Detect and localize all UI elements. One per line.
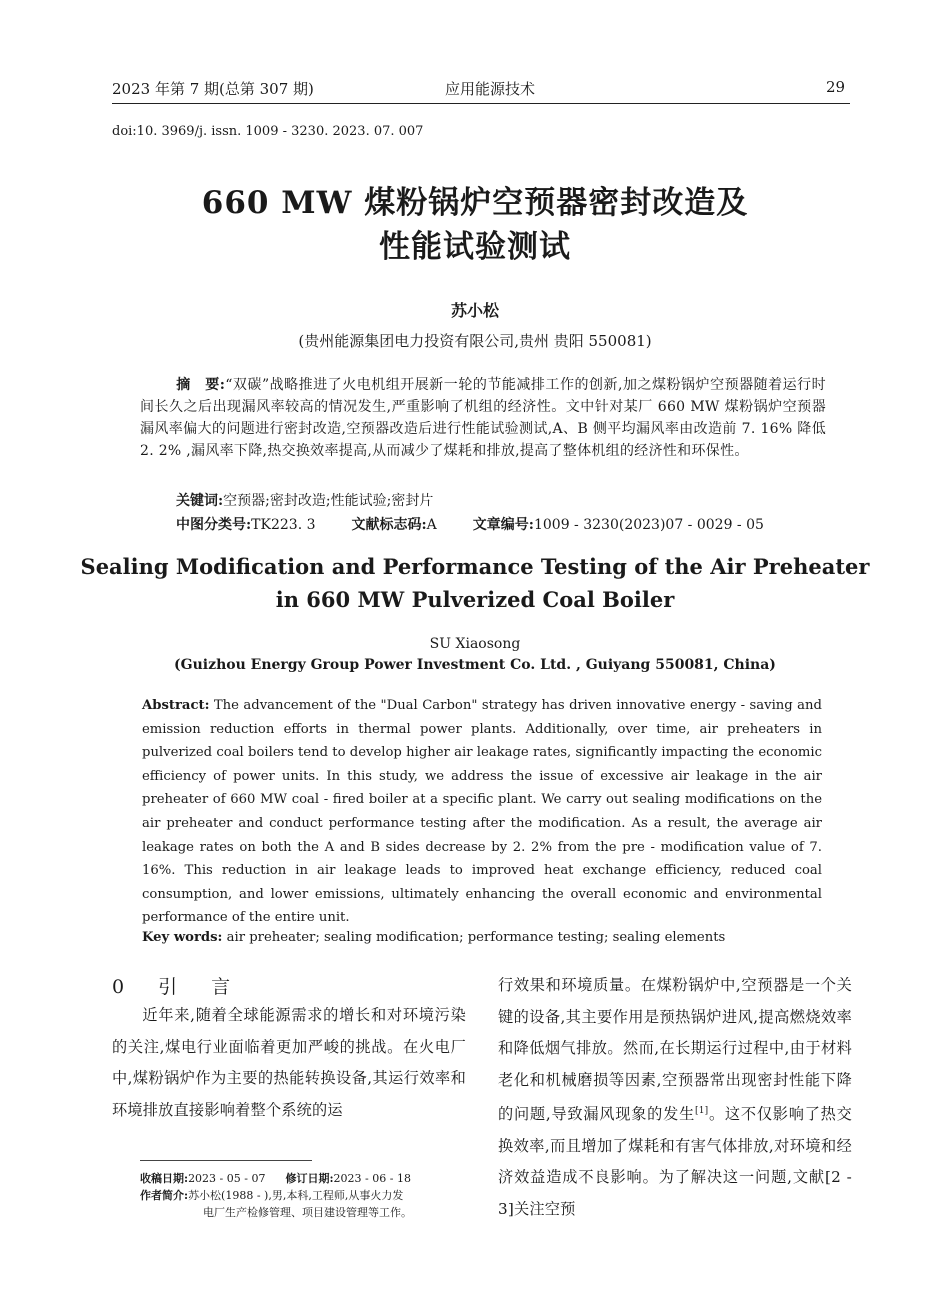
revised-label: 修订日期: <box>285 1172 334 1185</box>
bio-line1: 苏小松(1988 - ),男,本科,工程师,从事火力发 <box>188 1189 404 1202</box>
keywords-en-label: Key words: <box>142 930 223 945</box>
bio-line2: 电厂生产检修管理、项目建设管理等工作。 <box>203 1206 412 1219</box>
keywords-en <box>142 930 725 945</box>
bio-label: 作者简介: <box>140 1189 189 1202</box>
title-cn-line2: 性能试验测试 <box>379 229 571 265</box>
header-rule <box>112 103 850 104</box>
affiliation-cn: (贵州能源集团电力投资有限公司,贵州 贵阳 550081) <box>298 332 652 350</box>
header-issue: 2023 年第 7 期(总第 307 期) <box>112 80 314 98</box>
footnote-dates <box>140 1170 411 1187</box>
article-no-value: 1009 - 3230(2023)07 - 0029 - 05 <box>533 517 764 533</box>
title-en-line2: in 660 MW Pulverized Coal Boiler <box>275 587 675 612</box>
abstract-cn <box>140 374 826 462</box>
article-no-label: 文章编号: <box>472 517 534 533</box>
author-cn: 苏小松 <box>450 301 499 320</box>
header-journal: 应用能源技术 <box>445 80 536 98</box>
revised-value: 2023 - 06 - 18 <box>333 1172 411 1185</box>
abstract-cn-label: 摘 要: <box>176 377 226 393</box>
received-label: 收稿日期: <box>140 1172 189 1185</box>
clc-value: TK223. 3 <box>251 517 316 533</box>
doi[interactable]: doi:10. 3969/j. issn. 1009 - 3230. 2023. 07. 007 <box>112 124 424 139</box>
footnote-rule <box>140 1160 312 1161</box>
author-en: SU Xiaosong <box>429 636 521 652</box>
body-right-paragraph <box>498 970 852 1225</box>
body-right-text-b: 。这不仅影响了热交换效率,而且增加了煤耗和有害气体排放,对环境和经济效益造成不良影响。为了解决这一问题,文献[2 - 3]关注空预 <box>498 1105 852 1218</box>
body-left-paragraph: 近年来,随着全球能源需求的增长和对环境污染的关注,煤电行业面临着更加严峻的挑战。在火电厂中,煤粉锅炉作为主要的热能转换设备,其运行效率和环境排放直接影响着整个系统的运 <box>112 1006 466 1119</box>
keywords-cn-label: 关键词: <box>176 493 224 509</box>
keywords-cn-text: 空预器;密封改造;性能试验;密封片 <box>223 493 434 509</box>
footnote-author-bio <box>140 1187 470 1221</box>
abstract-en <box>142 694 822 930</box>
abstract-en-label: Abstract: <box>142 698 210 713</box>
doc-code-label: 文献标志码: <box>351 517 427 533</box>
abstract-cn-text: “双碳”战略推进了火电机组开展新一轮的节能减排工作的创新,加之煤粉锅炉空预器随着运行时间长久之后出现漏风率较高的情况发生,严重影响了机组的经济性。文中针对某厂 660 MW 煤粉锅炉空预器漏风率偏大的问题进行密封改造,空预器改造后进行性能试验测试,A、B 侧平均漏风率由改造前 7. 16% 降低 2. 2% ,漏风率下降,热交换效率提高,从而减少了煤耗和排放,提高了整体机组的经济性和环保性。 <box>140 377 826 459</box>
title-en-line1: Sealing Modification and Performance Testing of the Air Preheater <box>80 554 870 579</box>
header-page-number: 29 <box>826 78 846 96</box>
section-heading: 0 引 言 <box>112 976 245 998</box>
keywords-en-text: air preheater; sealing modification; performance testing; sealing elements <box>226 930 726 945</box>
body-right-text-a: 行效果和环境质量。在煤粉锅炉中,空预器是一个关键的设备,其主要作用是预热锅炉进风,提高燃烧效率和降低烟气排放。然而,在长期运行过程中,由于材料老化和机械磨损等因素,空预器常出现密封性能下降的问题,导致漏风现象的发生 <box>498 976 852 1124</box>
citation-ref-1[interactable]: [1] <box>695 1106 709 1116</box>
keywords-cn <box>176 490 433 510</box>
classification-line <box>176 514 764 534</box>
title-cn-line1: 660 MW 煤粉锅炉空预器密封改造及 <box>201 185 749 221</box>
abstract-en-text: The advancement of the "Dual Carbon" strategy has driven innovative energy - saving and emission reduction efforts in thermal power plants. Additionally, over time, air preheaters in pulverized coal boilers tend to develop higher air leakage rates, significantly impacting the economic efficiency of power units. In this study, we address the issue of excessive air leakage in the air preheater of 660 MW coal - fired boiler at a specific plant. We carry out sealing modifications on the air preheater and conduct performance testing after the modification. As a result, the average air leakage rates on both the A and B sides decrease by 2. 2% from the pre - modification value of 7. 16%. This reduction in air leakage leads to improved heat exchange efficiency, reduced coal consumption, and lower emissions, ultimately enhancing the overall economic and environmental performance of the entire unit. <box>142 698 822 926</box>
received-value: 2023 - 05 - 07 <box>188 1172 266 1185</box>
doc-code-value: A <box>426 517 437 533</box>
clc-label: 中图分类号: <box>176 517 252 533</box>
affiliation-en: (Guizhou Energy Group Power Investment Co. Ltd. , Guiyang 550081, China) <box>174 657 776 673</box>
